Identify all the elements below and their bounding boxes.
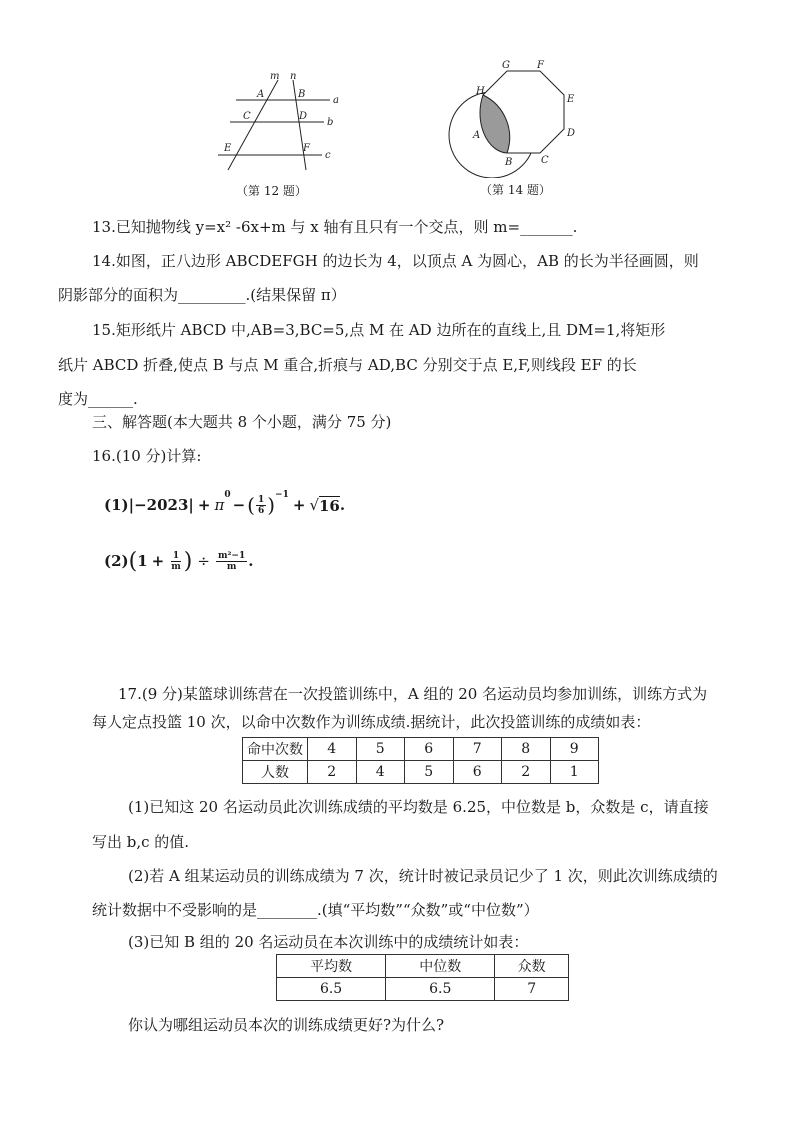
figure-14-caption: （第 14 题） <box>480 183 551 197</box>
q16-1-abs: |−2023| <box>128 496 194 514</box>
question-13: 13.已知抛物线 y=x² -6x+m 与 x 轴有且只有一个交点，则 m=_______. <box>92 218 578 236</box>
q16-2-f1-num: 1 <box>172 550 180 561</box>
q16-2-one: 1 <box>137 552 148 570</box>
q16-1-neg-exp: −1 <box>275 490 289 500</box>
table-cell: 7 <box>495 978 569 1001</box>
table-cell: 8 <box>502 738 551 761</box>
table-cell: 6 <box>405 738 454 761</box>
label-F14: F <box>537 60 544 71</box>
q16-2-f2-den: m <box>226 561 237 572</box>
line-m <box>228 80 278 170</box>
label-E: E <box>224 143 232 154</box>
q16-1-lparen: ( <box>247 493 255 517</box>
table-cell: 中位数 <box>386 955 495 978</box>
table-cell: 6.5 <box>277 978 386 1001</box>
table-cell: 平均数 <box>277 955 386 978</box>
question-17-part-3: (3)已知 B 组的 20 名运动员在本次训练中的成绩统计如表： <box>128 933 529 951</box>
label-F: F <box>303 143 310 154</box>
question-16-part-2 <box>104 546 253 576</box>
figure-12-parallel-lines <box>210 66 350 178</box>
label-B14: B <box>505 157 513 168</box>
q16-1-label: (1) <box>104 496 129 514</box>
label-D: D <box>299 111 308 122</box>
q16-1-plus: + <box>197 496 211 514</box>
table-cell: 人数 <box>243 761 308 784</box>
label-A14: A <box>473 130 481 141</box>
q16-2-div: ÷ <box>197 552 210 570</box>
question-17-line-1: 17.(9 分)某篮球训练营在一次投篮训练中，A 组的 20 名运动员均参加训练，训练方式为 <box>118 685 708 703</box>
q16-1-end: . <box>339 496 346 514</box>
table-cell: 1 <box>550 761 599 784</box>
q16-1-plus2: + <box>292 496 306 514</box>
q16-1-pi-exp: 0 <box>224 490 231 500</box>
table-shooting-results <box>242 737 599 784</box>
table-row <box>277 955 569 978</box>
table-cell: 7 <box>453 738 502 761</box>
table-group-b-stats <box>276 954 569 1001</box>
question-17-part-2-line-2: 统计数据中不受影响的是________.(填“平均数”“众数”或“中位数”） <box>92 901 539 919</box>
question-15-line-3: 度为______. <box>58 390 138 408</box>
label-b: b <box>327 117 334 128</box>
figure-14-octagon-circle <box>440 58 590 178</box>
question-14-line-1: 14.如图，正八边形 ABCDEFGH 的边长为 4，以顶点 A 为圆心，AB 的长为半径画圆，则 <box>92 252 699 270</box>
label-A: A <box>257 89 265 100</box>
q16-1-minus: − <box>232 496 246 514</box>
section-3-heading: 三、解答题(本大题共 8 个小题，满分 75 分) <box>92 413 392 431</box>
table-cell: 2 <box>502 761 551 784</box>
label-n: n <box>290 71 297 82</box>
question-17-part-3-question: 你认为哪组运动员本次的训练成绩更好?为什么? <box>128 1016 445 1034</box>
table-cell: 命中次数 <box>243 738 308 761</box>
label-c: c <box>325 150 331 161</box>
q16-2-fraction-1 <box>169 551 183 572</box>
q16-1-rparen: ) <box>267 493 276 517</box>
question-16-part-1 <box>104 490 345 520</box>
label-C14: C <box>541 155 549 166</box>
table-cell: 2 <box>308 761 357 784</box>
q16-2-lparen: ( <box>128 548 138 574</box>
q16-2-f2-num: m²−1 <box>217 550 246 561</box>
q16-2-plus: + <box>151 552 165 570</box>
label-D14: D <box>567 128 576 139</box>
table-cell: 5 <box>356 738 405 761</box>
question-15-line-1: 15.矩形纸片 ABCD 中,AB=3,BC=5,点 M 在 AD 边所在的直线上,且 DM=1,将矩形 <box>92 321 666 339</box>
q16-2-f1-den: m <box>171 561 181 572</box>
table-cell: 9 <box>550 738 599 761</box>
table-cell: 6 <box>453 761 502 784</box>
q16-1-frac-num: 1 <box>257 494 265 505</box>
table-row <box>277 978 569 1001</box>
q16-2-end: . <box>248 552 254 570</box>
label-E14: E <box>567 94 575 105</box>
label-C: C <box>243 111 251 122</box>
q16-2-fraction-2 <box>216 551 247 572</box>
table-row <box>243 761 599 784</box>
question-15-line-2: 纸片 ABCD 折叠,使点 B 与点 M 重合,折痕与 AD,BC 分别交于点 E,F,则线段 EF 的长 <box>58 356 637 374</box>
q16-1-radicand: 16 <box>319 496 340 515</box>
table-cell: 5 <box>405 761 454 784</box>
table-cell: 4 <box>356 761 405 784</box>
question-14-line-2: 阴影部分的面积为_________.(结果保留 π） <box>58 286 346 304</box>
q16-1-frac-den: 6 <box>257 505 265 516</box>
question-17-part-2-line-1: (2)若 A 组某运动员的训练成绩为 7 次，统计时被记录员记少了 1 次，则此次训练成绩的 <box>128 867 718 885</box>
label-m: m <box>270 71 280 82</box>
table-cell: 众数 <box>495 955 569 978</box>
q16-2-rparen: ) <box>183 548 193 574</box>
table-cell: 4 <box>308 738 357 761</box>
label-a: a <box>333 95 339 106</box>
label-B: B <box>298 89 306 100</box>
label-H: H <box>476 86 485 97</box>
question-17-line-2: 每人定点投篮 10 次，以命中次数作为训练成绩.据统计，此次投篮训练的成绩如表： <box>92 713 651 731</box>
table-cell: 6.5 <box>386 978 495 1001</box>
question-17-part-1-line-2: 写出 b,c 的值. <box>92 833 190 851</box>
q16-1-pi: π <box>214 496 225 514</box>
question-17-part-1-line-1: (1)已知这 20 名运动员此次训练成绩的平均数是 6.25，中位数是 b，众数是 c，请直接 <box>128 798 709 816</box>
question-16-title: 16.(10 分)计算: <box>92 447 202 465</box>
q16-1-fraction <box>256 495 266 516</box>
q16-2-label: (2) <box>104 552 129 570</box>
label-G: G <box>502 60 510 71</box>
q16-1-sqrt: √ <box>309 496 319 514</box>
figure-12-caption: （第 12 题） <box>236 184 307 198</box>
table-row <box>243 738 599 761</box>
